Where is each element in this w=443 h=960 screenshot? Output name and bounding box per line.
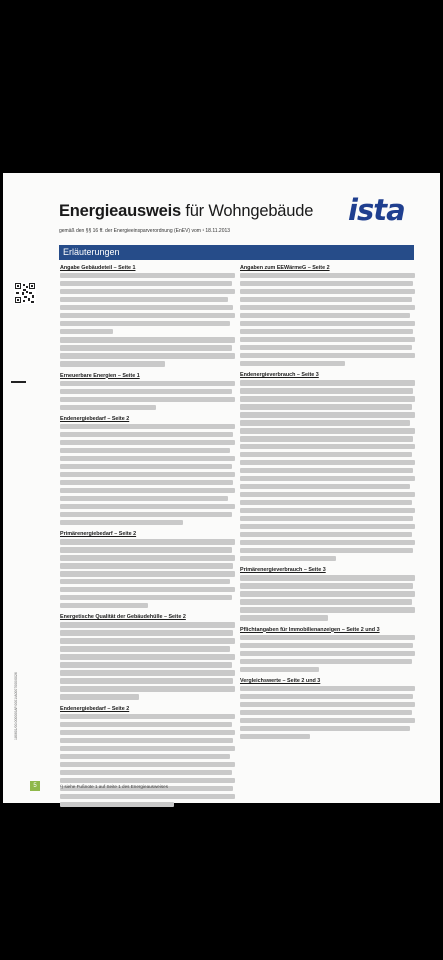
text-line xyxy=(240,524,415,529)
text-line xyxy=(60,496,228,501)
text-line xyxy=(60,630,233,635)
text-line xyxy=(60,520,183,525)
text-line xyxy=(60,778,235,783)
section-gebaeudeteil xyxy=(60,265,235,367)
text-line xyxy=(240,686,415,691)
text-line xyxy=(60,273,235,278)
text-line xyxy=(240,556,336,561)
text-line xyxy=(240,361,345,366)
text-line xyxy=(240,468,413,473)
text-line xyxy=(60,281,232,286)
text-line xyxy=(60,337,235,342)
section-header-bar: Erläuterungen xyxy=(59,245,414,260)
title-rest: für Wohngebäude xyxy=(180,202,314,220)
text-line xyxy=(60,297,228,302)
section-vergleichswerte xyxy=(240,678,415,739)
text-line xyxy=(60,754,230,759)
text-line xyxy=(240,583,413,588)
text-line xyxy=(240,607,415,612)
text-line xyxy=(60,686,235,691)
section-heading: Primärenergieverbrauch – Seite 3 xyxy=(240,567,326,574)
text-line xyxy=(60,440,235,445)
text-line xyxy=(60,662,232,667)
text-line xyxy=(60,603,148,608)
text-line xyxy=(60,694,139,699)
left-column xyxy=(60,265,235,810)
text-line xyxy=(60,539,235,544)
section-heading: Energetische Qualität der Gebäudehülle – Seite 2 xyxy=(60,614,186,621)
document-page xyxy=(3,173,440,803)
text-line xyxy=(240,615,328,620)
text-line xyxy=(60,405,156,410)
text-line xyxy=(240,635,415,640)
section-heading: Angabe Gebäudeteil – Seite 1 xyxy=(60,265,136,271)
text-line xyxy=(60,361,165,366)
section-heading: Endenergiebedarf – Seite 2 xyxy=(60,705,130,712)
text-line xyxy=(60,595,232,600)
text-line xyxy=(240,345,412,350)
text-line xyxy=(240,575,415,580)
footnote: ¹) siehe Fußnote 1 auf Seite 1 des Energieausweises xyxy=(60,784,169,789)
text-line xyxy=(240,289,415,294)
text-line xyxy=(60,424,235,429)
section-heading: Erneuerbare Energien – Seite 1 xyxy=(60,372,140,379)
text-line xyxy=(240,599,412,604)
text-line xyxy=(60,389,232,394)
text-line xyxy=(60,321,230,326)
text-line xyxy=(240,702,415,707)
text-line xyxy=(60,587,235,592)
page-number: 5 xyxy=(30,781,40,791)
text-line xyxy=(240,476,415,481)
text-line xyxy=(240,734,310,739)
text-line xyxy=(240,444,415,449)
text-line xyxy=(60,738,233,743)
text-line xyxy=(240,404,412,409)
section-endenergiebedarf-2 xyxy=(60,706,235,807)
text-line xyxy=(60,555,235,560)
text-line xyxy=(60,464,232,469)
section-heading: Pflichtangaben für Immobilienanzeigen – Seite 2 und 3 xyxy=(240,626,380,633)
text-line xyxy=(60,289,235,294)
section-endenergiebedarf xyxy=(60,416,235,525)
text-line xyxy=(240,281,413,286)
text-line xyxy=(240,353,415,358)
text-line xyxy=(60,504,235,509)
text-line xyxy=(240,313,410,318)
text-line xyxy=(60,746,235,751)
text-line xyxy=(60,329,113,334)
text-line xyxy=(60,353,235,358)
text-line xyxy=(60,397,235,402)
text-line xyxy=(240,651,415,656)
text-line xyxy=(60,762,235,767)
text-line xyxy=(60,670,235,675)
text-line xyxy=(240,428,415,433)
text-line xyxy=(60,448,230,453)
text-line xyxy=(240,492,415,497)
text-line xyxy=(240,420,410,425)
text-line xyxy=(240,329,413,334)
text-line xyxy=(240,516,413,521)
text-line xyxy=(240,726,410,731)
text-line xyxy=(60,345,232,350)
text-line xyxy=(240,337,415,342)
text-line xyxy=(240,380,415,385)
text-line xyxy=(60,722,232,727)
document-title xyxy=(59,202,313,221)
fold-mark xyxy=(11,381,26,383)
section-heading: Vergleichswerte – Seite 2 und 3 xyxy=(240,677,321,684)
text-line xyxy=(240,500,412,505)
text-line xyxy=(60,646,230,651)
text-line xyxy=(60,305,233,310)
text-line xyxy=(240,548,413,553)
text-line xyxy=(60,571,235,576)
text-line xyxy=(240,710,412,715)
text-line xyxy=(60,512,232,517)
text-line xyxy=(60,802,174,807)
text-line xyxy=(240,297,412,302)
section-endenergieverbrauch xyxy=(240,372,415,561)
text-line xyxy=(240,484,410,489)
text-line xyxy=(240,412,415,417)
text-line xyxy=(60,794,235,799)
text-line xyxy=(240,396,415,401)
text-line xyxy=(60,730,235,735)
text-line xyxy=(240,532,412,537)
text-line xyxy=(60,563,233,568)
text-line xyxy=(240,643,413,648)
ista-logo: ista xyxy=(348,193,405,227)
section-gebaeudehuelle xyxy=(60,614,235,699)
text-line xyxy=(240,460,415,465)
text-line xyxy=(240,694,413,699)
text-line xyxy=(240,273,415,278)
text-line xyxy=(240,718,415,723)
document-subtitle: gemäß den §§ 16 ff. der Energieeinsparverordnung (EnEV) vom ¹ 18.11.2013 xyxy=(59,228,231,234)
text-line xyxy=(60,381,235,386)
text-line xyxy=(60,579,230,584)
section-heading: Angaben zum EEWärmeG – Seite 2 xyxy=(240,265,330,271)
text-line xyxy=(60,654,235,659)
text-line xyxy=(60,547,232,552)
section-primaerenergiebedarf xyxy=(60,531,235,608)
section-heading: Endenergieverbrauch – Seite 3 xyxy=(240,372,319,379)
text-line xyxy=(60,714,235,719)
section-primaerenergieverbrauch xyxy=(240,567,415,620)
title-main: Energieausweis xyxy=(59,202,181,220)
section-heading: Endenergiebedarf – Seite 2 xyxy=(60,415,130,422)
text-line xyxy=(60,456,235,461)
text-line xyxy=(60,638,235,643)
text-line xyxy=(60,622,235,627)
right-column xyxy=(240,265,415,742)
text-line xyxy=(240,321,415,326)
text-line xyxy=(60,313,235,318)
qr-code-icon xyxy=(14,282,36,304)
text-line xyxy=(240,436,413,441)
side-code: 180601/00.000000AP.0001/A0007000/0026 xyxy=(14,672,18,740)
section-eewaermeg xyxy=(240,265,415,366)
text-line xyxy=(240,388,413,393)
text-line xyxy=(60,480,233,485)
text-line xyxy=(240,305,415,310)
section-erneuerbare xyxy=(60,373,235,410)
text-line xyxy=(60,432,233,437)
section-pflichtangaben xyxy=(240,627,415,672)
text-line xyxy=(60,770,232,775)
text-line xyxy=(60,472,235,477)
text-line xyxy=(60,678,233,683)
text-line xyxy=(60,488,235,493)
text-line xyxy=(240,591,415,596)
text-line xyxy=(240,540,415,545)
text-line xyxy=(240,508,415,513)
section-heading: Primärenergiebedarf – Seite 2 xyxy=(60,531,137,538)
text-line xyxy=(240,667,319,672)
text-line xyxy=(240,659,412,664)
text-line xyxy=(240,452,412,457)
